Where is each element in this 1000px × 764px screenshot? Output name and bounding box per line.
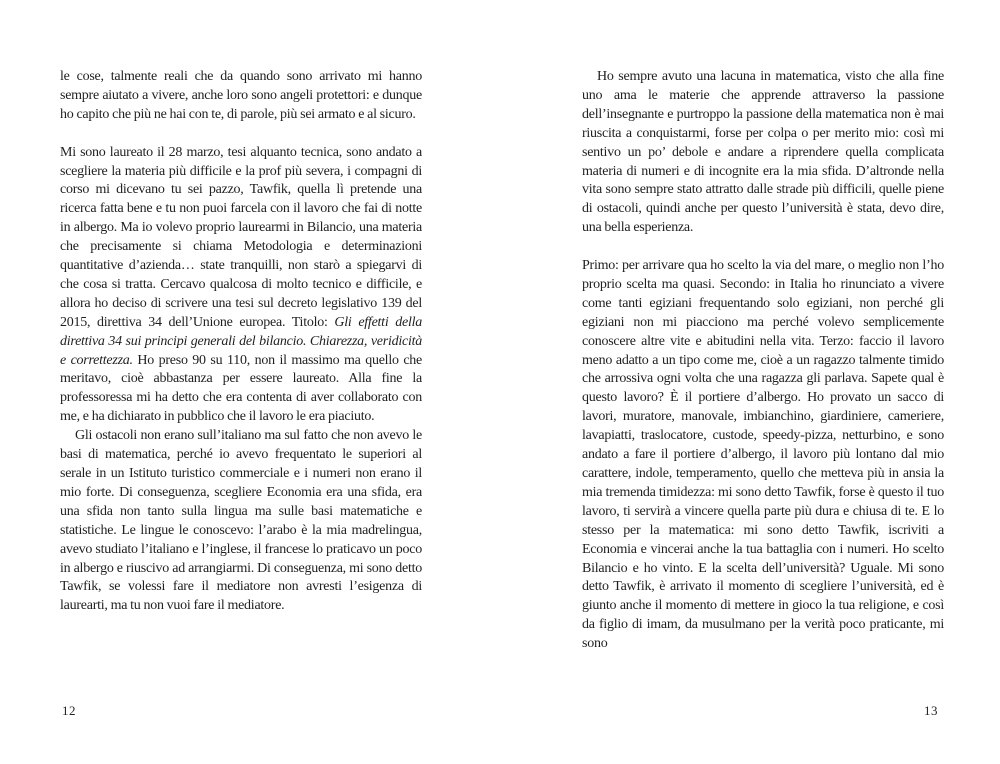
- page-number-right: 13: [924, 703, 938, 718]
- page-right-text-block: [582, 68, 944, 654]
- text-run: Mi sono laureato il 28 marzo, tesi alquanto tecnica, sono andato a scegliere la materia più difficile e la prof più severa, i compagni di corso mi dicevano tu sei pazzo, Tawfik, quella lì pretende una ricerca fatta bene e tu non puoi farcela con il lavoro che fai di notte in albergo. Ma io volevo proprio laurearmi in Bilancio, una materia che precisamente si chiama Metodologia e determinazioni quantitative d’azienda… state tranquilli, non starò a spiegarvi di che cosa si tratta. Cercavo qualcosa di molto tecnico e difficile, e allora ho deciso di scrivere una tesi sul decreto legislativo 139 del 2015, direttiva 34 dell’Unione europea. Titolo:: [60, 144, 422, 330]
- thesis-title-italic-run: Gli effetti della direttiva 34 sui principi generali del bilancio. Chiarezza, veridicità e correttezza.: [60, 314, 422, 368]
- paragraph: [60, 427, 422, 616]
- paragraph: [60, 144, 422, 428]
- page-left-text-block: [60, 68, 422, 616]
- text-run: Primo: per arrivare qua ho scelto la via del mare, o meglio non l’ho proprio scelta ma quasi. Secondo: in Italia ho rinunciato a vivere come tanti egiziani frequentando solo egiziani, non perché gli egiziani non mi piacciono ma perché volevo semplicemente conoscere altre vite e abitudini nella vita. Terzo: faccio il lavoro meno adatto a un tipo come me, cioè a un ragazzo talmente timido che arrossiva ogni volta che una ragazza gli parlava. Sapete qual è questo lavoro? È il portiere d’albergo. Ho provato un sacco di lavori, muratore, manovale, imbianchino, giardiniere, cameriere, lavapiatti, traslocatore, custode, speedy-pizza, netturbino, e sono andato a fare il portiere d’albergo, il lavoro più lontano dal mio carattere, indole, temperamento, quello che metteva più in ansia la mia tremenda timidezza: mi sono detto Tawfik, forse è questo il tuo lavoro, ti servirà a vincere quella parte più dura e chiusa di te. E lo stesso per la matematica: mi sono detto Tawfik, iscriviti a Economia e vincerai anche la tua battaglia con i numeri. Ho scelto Bilancio e ho vinto. E la scelta dell’università? Uguale. Mi sono detto Tawfik, è arrivato il momento di scegliere l’università, ed è giunto anche il momento di mettere in gioco la tua religione, e così da figlio di imam, da musulmano per la verità poco praticante, mi sono: [582, 258, 944, 652]
- text-run: Ho sempre avuto una lacuna in matematica, visto che alla fine uno ama le materie che apprende attraverso la passione dell’insegnante e purtroppo la passione della matematica non è mai riuscita a conquistarmi, forse per colpa o per merito mio: così mi sentivo un po’ debole e andare a riprendere quella complicata materia di numeri e di incognite era la mia sfida. D’altronde nella vita sono sempre stato attratto dalle strade più difficili, quelle piene di ostacoli, quindi anche per questo l’università è stata, devo dire, una bella esperienza.: [582, 69, 944, 236]
- paragraph: [582, 257, 944, 654]
- page-number-left: 12: [62, 703, 76, 718]
- paragraph: [582, 68, 944, 238]
- text-run: le cose, talmente reali che da quando sono arrivato mi hanno sempre aiutato a vivere, anche loro sono angeli protettori: e dunque ho capito che più ne hai con te, di parole, più sei armato e al sicuro.: [60, 69, 422, 122]
- text-run: Ho preso 90 su 110, non il massimo ma quello che meritavo, cioè abbastanza per essere laureato. Alla fine la professoressa mi ha detto che era contenta di aver collaborato con me, e ha dichiarato in pubblico che il lavoro le era piaciuto.: [60, 352, 422, 425]
- text-run: Gli ostacoli non erano sull’italiano ma sul fatto che non avevo le basi di matematica, perché io avevo frequentato le superiori al serale in un Istituto turistico commerciale e i numeri non erano il mio forte. Di conseguenza, scegliere Economia era una sfida, era una sfida non tanto sulla lingua ma sulle basi matematiche e statistiche. Le lingue le conoscevo: l’arabo è la mia madrelingua, avevo studiato l’italiano e l’inglese, il francese lo praticavo un poco in albergo e riuscivo ad arrangiarmi. Di conseguenza, mi sono detto Tawfik, se volessi fare il mediatore non avresti l’esigenza di laurearti, ma tu non vuoi fare il mediatore.: [60, 428, 422, 614]
- paragraph: [60, 68, 422, 125]
